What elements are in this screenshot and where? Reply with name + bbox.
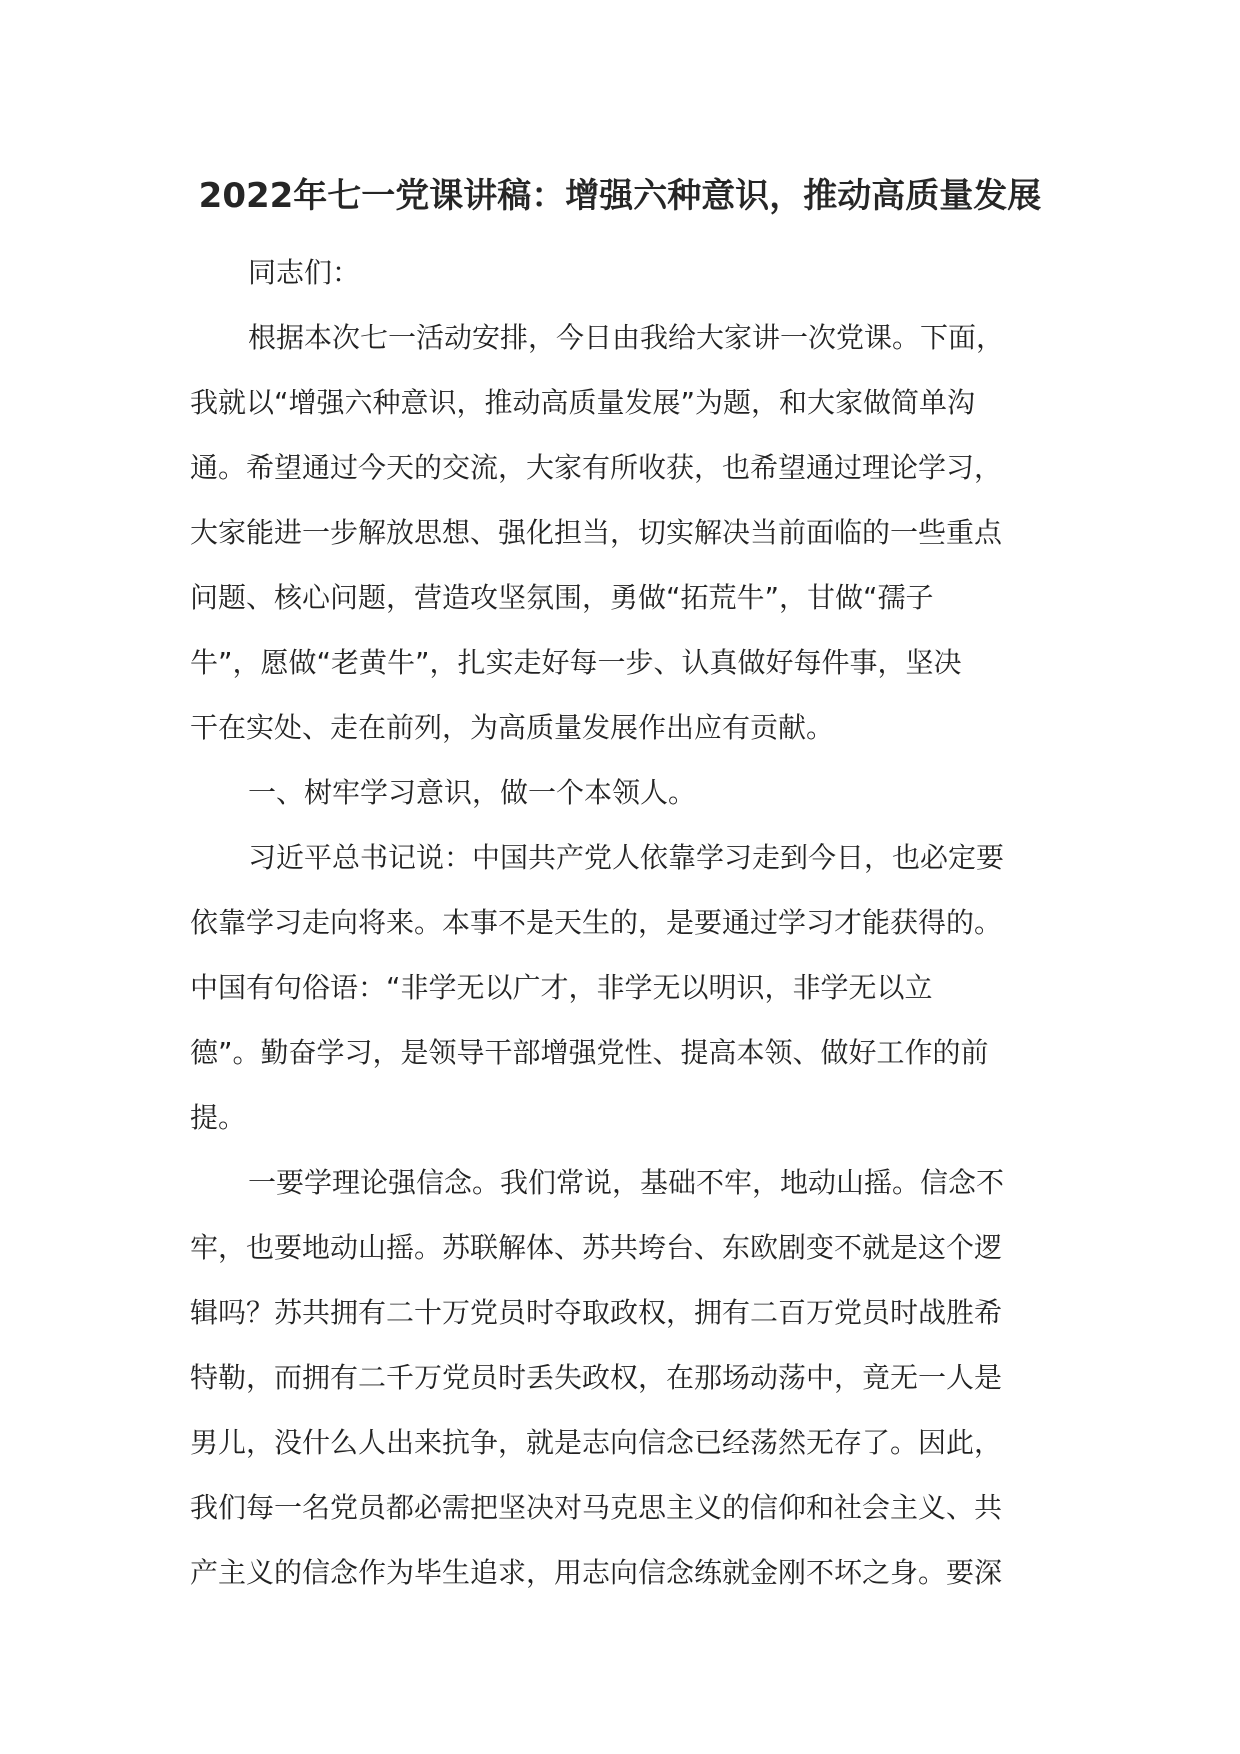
text-line: 德”。勤奋学习，是领导干部增强党性、提高本领、做好工作的前 — [190, 1036, 989, 1069]
text-line: 问题、核心问题，营造攻坚氛围，勇做“拓荒牛”，甘做“孺子 — [190, 581, 934, 614]
text-line: 一、树牢学习意识，做一个本领人。 — [248, 776, 697, 809]
text-line: 辑吗？苏共拥有二十万党员时夺取政权，拥有二百万党员时战胜希 — [190, 1296, 1003, 1329]
text-line: 中国有句俗语：“非学无以广才，非学无以明识，非学无以立 — [190, 971, 933, 1004]
text-line: 产主义的信念作为毕生追求，用志向信念练就金刚不坏之身。要深 — [190, 1556, 1003, 1589]
document-body — [190, 240, 1040, 1605]
text-line: 习近平总书记说：中国共产党人依靠学习走到今日，也必定要 — [248, 841, 1005, 874]
text-line: 牛”，愿做“老黄牛”，扎实走好每一步、认真做好每件事，坚决 — [190, 646, 962, 679]
paragraph-salutation — [190, 240, 1040, 305]
text-line: 我就以“增强六种意识，推动高质量发展”为题，和大家做简单沟 — [190, 386, 976, 419]
document-title: 2022年七一党课讲稿：增强六种意识，推动高质量发展 — [198, 176, 1042, 216]
text-line: 根据本次七一活动安排，今日由我给大家讲一次党课。下面， — [248, 321, 1005, 354]
text-line: 大家能进一步解放思想、强化担当，切实解决当前面临的一些重点 — [190, 516, 1003, 549]
paragraph-intro — [190, 305, 1040, 760]
text-line: 我们每一名党员都必需把坚决对马克思主义的信仰和社会主义、共 — [190, 1491, 1003, 1524]
text-line: 特勒，而拥有二千万党员时丢失政权，在那场动荡中，竟无一人是 — [190, 1361, 1003, 1394]
text-line: 通。希望通过今天的交流，大家有所收获，也希望通过理论学习， — [190, 451, 1003, 484]
text-line: 牢，也要地动山摇。苏联解体、苏共垮台、东欧剧变不就是这个逻 — [190, 1231, 1003, 1264]
text-line: 依靠学习走向将来。本事不是天生的，是要通过学习才能获得的。 — [190, 906, 1003, 939]
paragraph-theory — [190, 1150, 1040, 1605]
text-line: 同志们： — [248, 256, 361, 289]
section-heading — [190, 760, 1040, 825]
text-line: 提。 — [190, 1101, 247, 1134]
paragraph-quote — [190, 825, 1040, 1150]
text-line: 干在实处、走在前列，为高质量发展作出应有贡献。 — [190, 711, 835, 744]
text-line: 一要学理论强信念。我们常说，基础不牢，地动山摇。信念不 — [248, 1166, 1005, 1199]
text-line: 男儿，没什么人出来抗争，就是志向信念已经荡然无存了。因此， — [190, 1426, 1003, 1459]
